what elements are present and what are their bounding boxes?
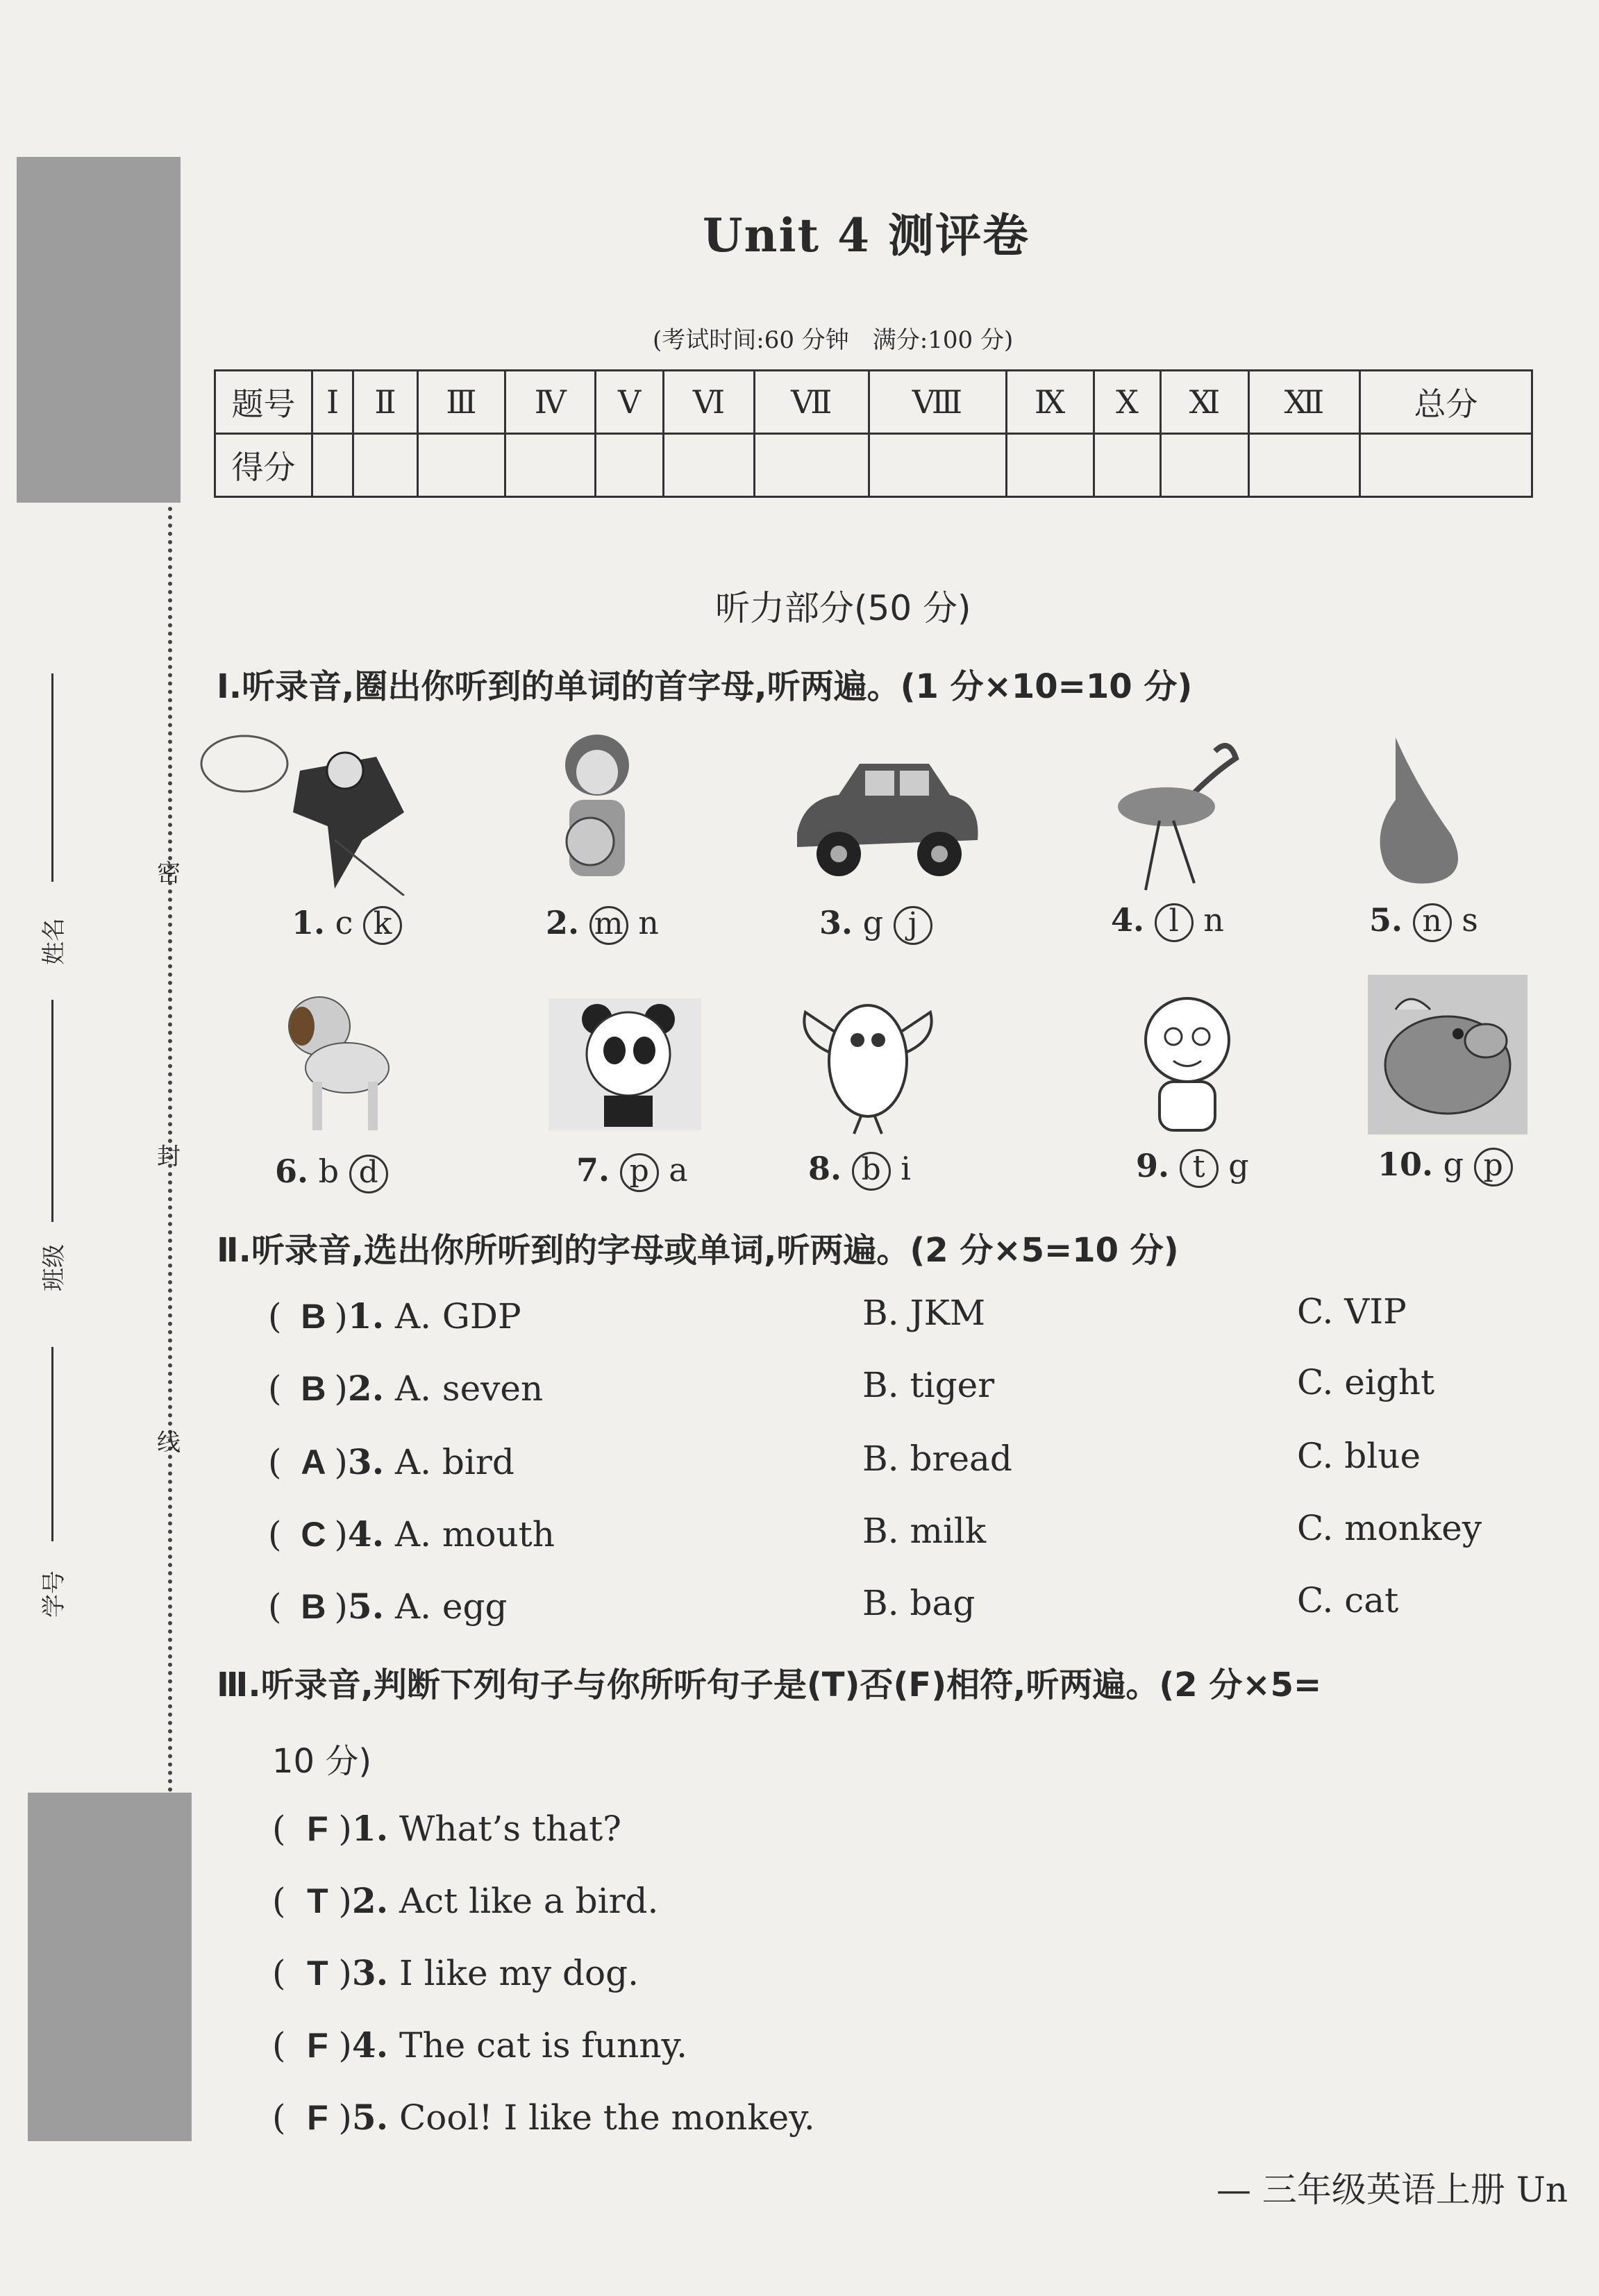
- s3-sentence: Cool! I like the monkey.: [399, 2097, 815, 2138]
- score-col: Ⅸ: [1006, 371, 1094, 434]
- s2-num: 5.: [347, 1586, 385, 1627]
- s1-letter-circled[interactable]: d: [349, 1155, 388, 1193]
- tiger-icon: [1111, 991, 1264, 1137]
- s3-answer[interactable]: F: [307, 2098, 328, 2137]
- section3-heading: Ⅲ.听录音,判断下列句子与你所听句子是(T)否(F)相符,听两遍。(2 分×5=: [217, 1666, 1322, 1704]
- s3-row: ( F )5. Cool! I like the monkey.: [272, 2097, 815, 2138]
- s3-num: 3.: [351, 1952, 389, 1993]
- score-col: Ⅵ: [664, 371, 755, 434]
- s3-num: 1.: [351, 1808, 389, 1849]
- s1-item-3: [819, 904, 932, 945]
- s3-sentence: What’s that?: [399, 1809, 621, 1849]
- s1-letter-circled[interactable]: p: [620, 1153, 659, 1192]
- score-col: Ⅴ: [596, 371, 664, 434]
- car-icon: [783, 736, 985, 889]
- s1-item-num: 5.: [1369, 901, 1403, 939]
- score-table-row2-label: 得分: [215, 434, 312, 497]
- s3-answer[interactable]: T: [307, 1954, 328, 1993]
- score-table-score-row: [215, 434, 1532, 497]
- dog-icon: [271, 984, 410, 1137]
- s1-letter-a[interactable]: g: [1443, 1146, 1464, 1183]
- s2-option-b: B. tiger: [862, 1365, 995, 1405]
- score-table-row1-label: 题号: [215, 371, 312, 434]
- s2-answer[interactable]: C: [301, 1515, 326, 1554]
- s2-row: ( B )1. A. GDP: [268, 1296, 521, 1336]
- s2-option-c: C. blue: [1297, 1436, 1421, 1476]
- s1-item-5: [1369, 901, 1478, 942]
- s1-item-num: 2.: [546, 904, 580, 941]
- s1-letter-b[interactable]: i: [901, 1150, 911, 1187]
- score-col: Ⅲ: [417, 371, 505, 434]
- s1-item-num: 8.: [808, 1150, 842, 1187]
- s2-row: ( C )4. A. mouth: [268, 1514, 555, 1555]
- name-field-line: [51, 673, 53, 882]
- s2-row: ( B )5. A. egg: [268, 1586, 508, 1627]
- pig-icon: [1368, 975, 1527, 1134]
- s2-option-b: B. milk: [862, 1511, 987, 1551]
- score-cell[interactable]: [1248, 434, 1359, 497]
- page-title: Unit 4 测评卷: [703, 208, 1030, 262]
- s1-item-2: [546, 904, 659, 945]
- s1-letter-a[interactable]: g: [862, 904, 884, 941]
- section1-heading: Ⅰ.听录音,圈出你听到的单词的首字母,听两遍。(1 分×10=10 分): [217, 667, 1193, 706]
- s1-item-num: 9.: [1136, 1147, 1170, 1184]
- s1-letter-circled[interactable]: m: [589, 906, 628, 945]
- s1-letter-b[interactable]: n: [638, 904, 659, 941]
- s1-item-num: 6.: [275, 1153, 309, 1190]
- s1-item-6: [275, 1153, 388, 1193]
- s3-sentence: Act like a bird.: [399, 1881, 659, 1921]
- s2-answer[interactable]: B: [301, 1369, 326, 1408]
- id-label: 学号: [40, 1570, 68, 1618]
- s2-option-c: C. eight: [1297, 1362, 1435, 1402]
- score-table-header-row: [215, 371, 1532, 434]
- s3-row: ( T )3. I like my dog.: [272, 1952, 639, 1993]
- score-cell[interactable]: [312, 434, 353, 497]
- score-col: Ⅱ: [353, 371, 418, 434]
- seal-xian: 线: [157, 1429, 181, 1457]
- section3-heading-cont: 10 分): [272, 1742, 372, 1781]
- score-cell[interactable]: [1006, 434, 1094, 497]
- s1-item-8: [808, 1150, 911, 1191]
- score-cell[interactable]: [755, 434, 869, 497]
- s1-item-10: [1378, 1146, 1513, 1187]
- s2-option-a: A. egg: [395, 1586, 508, 1627]
- s2-answer[interactable]: A: [301, 1443, 326, 1482]
- score-col: Ⅷ: [869, 371, 1006, 434]
- score-col: Ⅰ: [312, 371, 353, 434]
- score-col: Ⅻ: [1248, 371, 1359, 434]
- s3-sentence: The cat is funny.: [399, 2025, 688, 2065]
- s2-row: ( A )3. A. bird: [268, 1441, 514, 1482]
- s2-num: 2.: [347, 1368, 385, 1409]
- s1-letter-a[interactable]: b: [318, 1153, 340, 1190]
- s3-row: ( F )1. What’s that?: [272, 1808, 621, 1849]
- score-cell[interactable]: [1161, 434, 1249, 497]
- s3-sentence: I like my dog.: [399, 1953, 639, 1993]
- score-cell[interactable]: [505, 434, 596, 497]
- s2-num: 1.: [347, 1296, 385, 1336]
- score-table: [214, 369, 1533, 498]
- score-cell[interactable]: [417, 434, 505, 497]
- class-field-line: [51, 1000, 53, 1222]
- s3-row: ( T )2. Act like a bird.: [272, 1880, 659, 1921]
- s3-answer[interactable]: F: [307, 2026, 328, 2065]
- s2-option-a: A. seven: [395, 1368, 544, 1409]
- s2-option-a: A. bird: [395, 1442, 514, 1482]
- s2-row: ( B )2. A. seven: [268, 1368, 544, 1409]
- panda-icon: [549, 998, 701, 1130]
- s2-num: 3.: [347, 1441, 385, 1482]
- seal-feng: 封: [157, 1143, 181, 1171]
- s1-letter-circled[interactable]: n: [1413, 903, 1452, 942]
- name-label: 姓名: [40, 918, 68, 965]
- nose-icon: [1375, 730, 1472, 890]
- s2-option-c: C. VIP: [1297, 1291, 1407, 1332]
- score-cell[interactable]: [1094, 434, 1160, 497]
- s2-option-c: C. monkey: [1297, 1508, 1482, 1548]
- s1-item-num: 7.: [576, 1151, 610, 1189]
- s1-item-4: [1111, 901, 1224, 942]
- s1-letter-b[interactable]: s: [1462, 901, 1478, 939]
- s2-option-a: A. mouth: [395, 1514, 555, 1555]
- score-total-label: 总分: [1360, 371, 1532, 434]
- s1-letter-circled[interactable]: t: [1180, 1149, 1219, 1188]
- section2-heading: Ⅱ.听录音,选出你所听到的字母或单词,听两遍。(2 分×5=10 分): [217, 1231, 1179, 1270]
- s2-option-b: B. JKM: [862, 1293, 986, 1333]
- s1-letter-a[interactable]: c: [335, 904, 353, 941]
- s2-option-a: A. GDP: [395, 1296, 521, 1336]
- s1-letter-circled[interactable]: b: [852, 1152, 891, 1191]
- margin-gray-top: [17, 157, 181, 503]
- score-cell[interactable]: [353, 434, 418, 497]
- kite-icon: [196, 729, 432, 896]
- margin-gray-bottom: [28, 1793, 192, 2141]
- s2-option-b: B. bag: [862, 1583, 976, 1623]
- s1-item-7: [576, 1151, 688, 1192]
- s1-item-num: 4.: [1111, 901, 1145, 939]
- s1-letter-b[interactable]: g: [1228, 1147, 1249, 1184]
- s2-option-b: B. bread: [862, 1439, 1012, 1479]
- s2-answer[interactable]: B: [301, 1297, 326, 1336]
- s3-num: 2.: [351, 1880, 389, 1921]
- score-col: Ⅶ: [755, 371, 869, 434]
- s3-answer[interactable]: T: [307, 1882, 328, 1920]
- score-col: Ⅺ: [1161, 371, 1249, 434]
- s1-letter-b[interactable]: a: [669, 1151, 688, 1189]
- s3-num: 5.: [351, 2097, 389, 2138]
- mother-icon: [542, 730, 653, 897]
- s3-row: ( F )4. The cat is funny.: [272, 2025, 688, 2065]
- s1-item-num: 10.: [1378, 1146, 1434, 1183]
- s1-item-1: [292, 904, 402, 945]
- seal-mi: 密: [157, 860, 181, 887]
- s2-option-c: C. cat: [1297, 1580, 1399, 1620]
- s2-num: 4.: [347, 1514, 385, 1555]
- bird-icon: [792, 984, 944, 1137]
- s1-item-num: 3.: [819, 904, 853, 941]
- s1-letter-circled[interactable]: p: [1474, 1148, 1513, 1187]
- s3-answer[interactable]: F: [307, 1809, 328, 1848]
- page-footer: — 三年级英语上册 Un: [1216, 2170, 1568, 2210]
- s3-num: 4.: [351, 2025, 389, 2065]
- exam-info: (考试时间:60 分钟 满分:100 分): [653, 326, 1014, 354]
- s1-item-9: [1136, 1147, 1249, 1188]
- class-label: 班级: [40, 1244, 68, 1291]
- s1-letter-b[interactable]: n: [1203, 901, 1224, 939]
- flamingo-icon: [1097, 730, 1250, 897]
- s1-letter-circled[interactable]: j: [894, 906, 932, 945]
- score-total-cell[interactable]: [1360, 434, 1532, 497]
- listening-heading: 听力部分(50 分): [715, 588, 971, 628]
- score-col: Ⅳ: [505, 371, 596, 434]
- score-cell[interactable]: [869, 434, 1006, 497]
- s1-item-num: 1.: [292, 904, 326, 941]
- score-cell[interactable]: [664, 434, 755, 497]
- score-cell[interactable]: [596, 434, 664, 497]
- s1-letter-circled[interactable]: l: [1155, 903, 1194, 942]
- s1-letter-circled[interactable]: k: [363, 906, 402, 945]
- s2-answer[interactable]: B: [301, 1587, 326, 1626]
- score-col: Ⅹ: [1094, 371, 1160, 434]
- id-field-line: [51, 1347, 53, 1541]
